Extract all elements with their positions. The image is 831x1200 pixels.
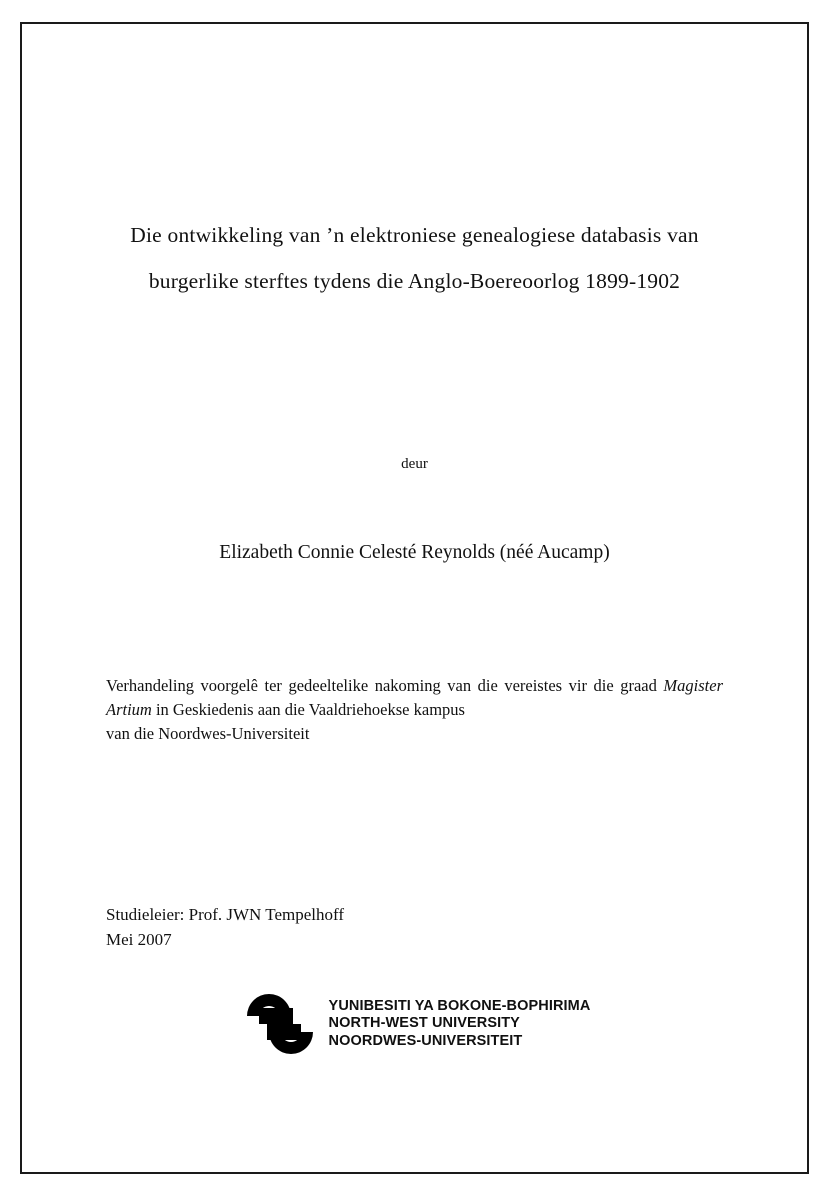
by-label: deur xyxy=(401,456,428,472)
logo-line-2: NORTH-WEST UNIVERSITY xyxy=(328,1015,520,1032)
logo-line-3: NOORDWES-UNIVERSITEIT xyxy=(328,1032,523,1049)
nwu-logo-icon xyxy=(239,986,321,1062)
degree-name: Magister Artium xyxy=(106,676,723,719)
supervisor-block xyxy=(106,902,344,952)
submission-line-2: van die Noordwes-Universiteit xyxy=(106,724,310,743)
logo-text-block xyxy=(329,998,591,1051)
title-line-1: Die ontwikkeling van ’n elektroniese genealogiese databasis van xyxy=(130,223,699,247)
author-name: Elizabeth Connie Celesté Reynolds (néé Aucamp) xyxy=(219,542,610,563)
supervisor-name: Studieleier: Prof. JWN Tempelhoff xyxy=(106,905,345,924)
university-logo xyxy=(22,986,807,1062)
page-content xyxy=(22,24,807,1172)
page-title xyxy=(106,212,723,304)
submission-date: Mei 2007 xyxy=(106,930,172,949)
submission-statement xyxy=(106,674,723,746)
submission-text-post: in Geskiedenis aan die Vaaldriehoekse kampus xyxy=(151,700,465,719)
title-line-2: burgerlike sterftes tydens die Anglo-Boereoorlog 1899-1902 xyxy=(148,269,681,293)
submission-paragraph xyxy=(106,674,723,722)
logo-line-1: YUNIBESITI YA BOKONE-BOPHIRIMA xyxy=(328,997,591,1014)
submission-text-pre: Verhandeling voorgelê ter gedeeltelike nakoming van die vereistes vir die graad xyxy=(106,676,664,695)
title-page xyxy=(20,22,809,1174)
